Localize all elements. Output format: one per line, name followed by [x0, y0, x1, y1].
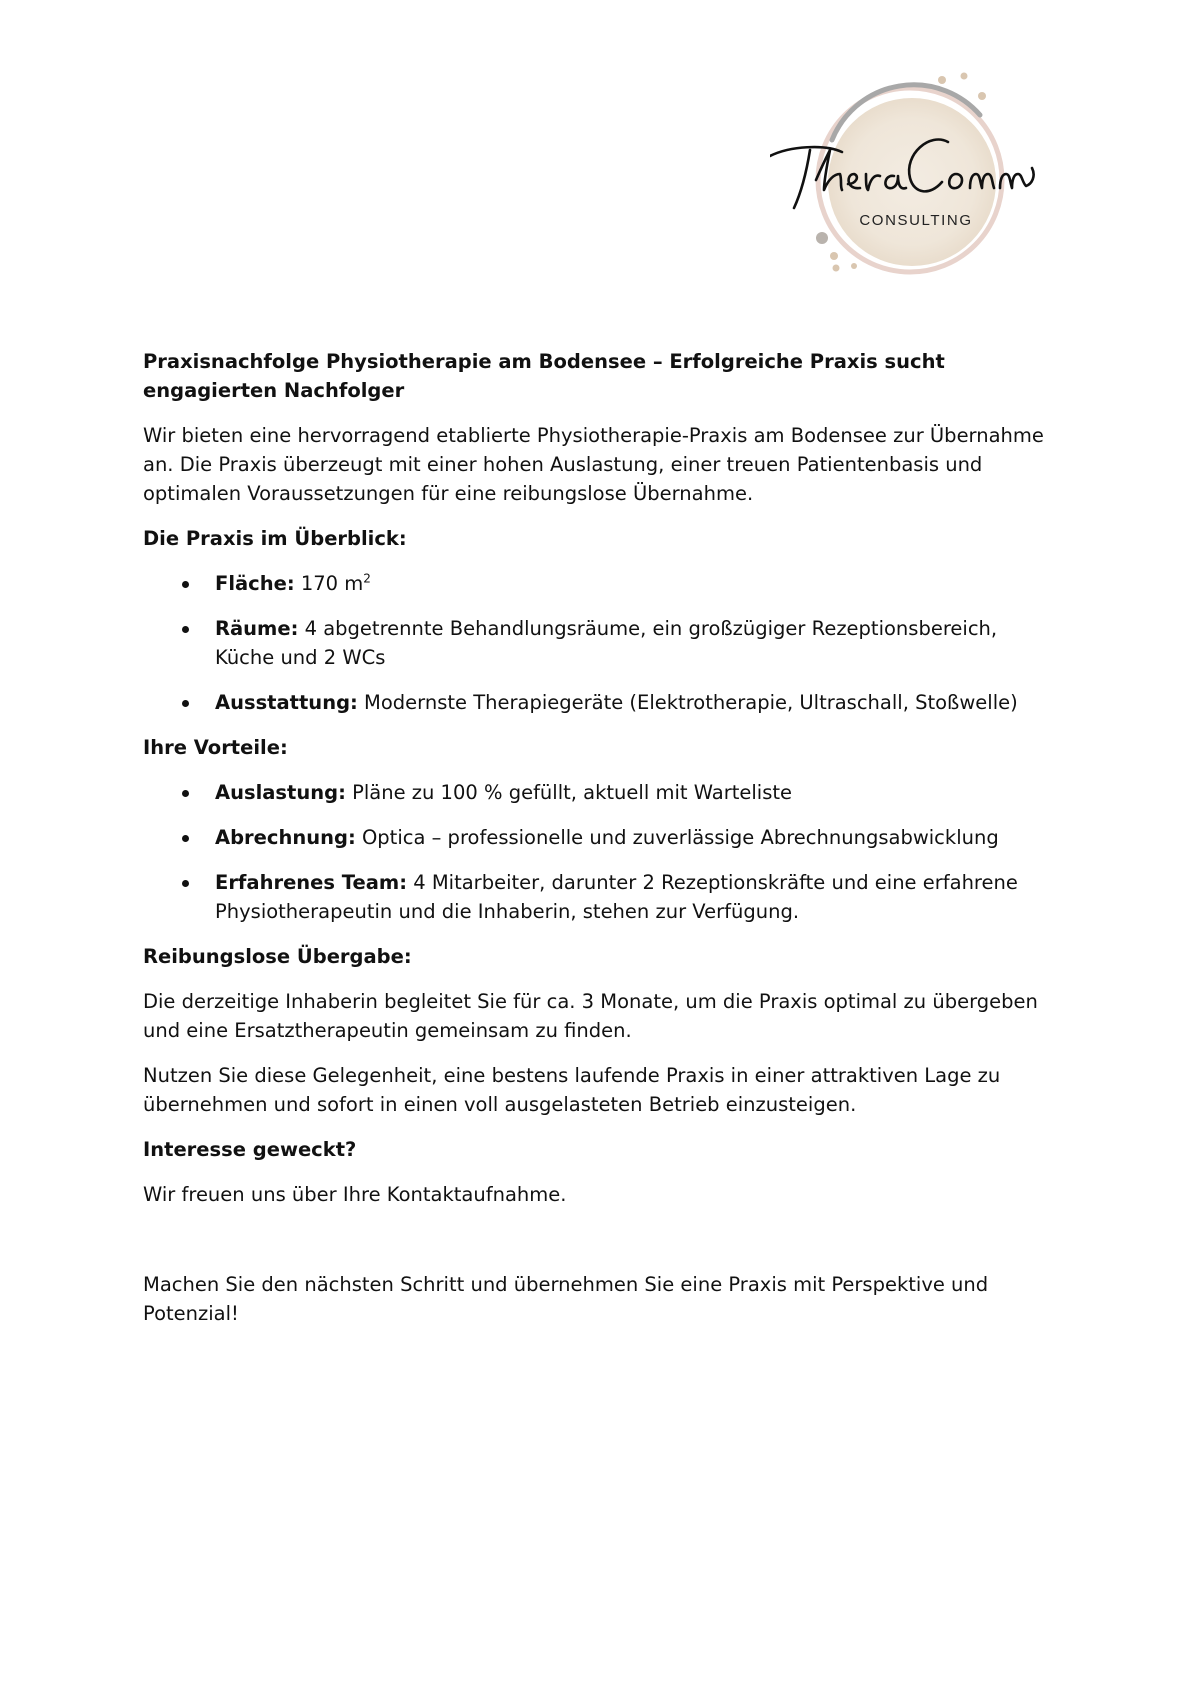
- closing-paragraph: Machen Sie den nächsten Schritt und übernehmen Sie eine Praxis mit Perspektive und Potenzial!: [143, 1273, 989, 1325]
- document-body: [143, 347, 1053, 1344]
- item-key: Auslastung:: [215, 781, 346, 804]
- item-text: Pläne zu 100 % gefüllt, aktuell mit Warteliste: [352, 781, 792, 804]
- handover-heading: Reibungslose Übergabe:: [143, 945, 412, 968]
- list-item: [215, 614, 1053, 672]
- intro-paragraph: Wir bieten eine hervorragend etablierte Physiotherapie-Praxis am Bodensee zur Übernahme an. Die Praxis überzeugt mit einer hohen Auslastung, einer treuen Patientenbasis und optimalen Voraussetzungen für eine reibungslose Übernahme.: [143, 424, 1044, 505]
- list-item: [215, 569, 1053, 598]
- overview-heading: Die Praxis im Überblick:: [143, 527, 407, 550]
- dot: [851, 263, 857, 269]
- document-title: Praxisnachfolge Physiotherapie am Bodensee – Erfolgreiche Praxis sucht engagierten Nachfolger: [143, 350, 945, 402]
- spacer: [143, 1225, 1053, 1270]
- dot: [833, 265, 840, 272]
- list-item: [215, 688, 1053, 717]
- interest-heading: Interesse geweckt?: [143, 1138, 357, 1161]
- item-key: Ausstattung:: [215, 691, 358, 714]
- item-text: 4 abgetrennte Behandlungsräume, ein großzügiger Rezeptionsbereich, Küche und 2 WCs: [215, 617, 998, 669]
- logo: [770, 70, 1060, 300]
- item-text: 170 m: [300, 572, 364, 595]
- overview-list: [143, 569, 1053, 717]
- item-key: Räume:: [215, 617, 299, 640]
- item-text: 4 Mitarbeiter, darunter 2 Rezeptionskräfte und eine erfahrene Physiotherapeutin und die Inhaberin, stehen zur Verfügung.: [215, 871, 1018, 923]
- item-key: Erfahrenes Team:: [215, 871, 408, 894]
- dot: [978, 92, 986, 100]
- logo-subtitle: CONSULTING: [859, 212, 973, 229]
- item-key: Abrechnung:: [215, 826, 356, 849]
- item-text: Optica – professionelle und zuverlässige Abrechnungsabwicklung: [361, 826, 999, 849]
- dot: [816, 232, 828, 244]
- advantages-list: [143, 778, 1053, 926]
- item-text: Modernste Therapiegeräte (Elektrotherapie, Ultraschall, Stoßwelle): [364, 691, 1018, 714]
- advantages-heading: Ihre Vorteile:: [143, 736, 288, 759]
- interest-paragraph: Wir freuen uns über Ihre Kontaktaufnahme.: [143, 1183, 567, 1206]
- dot: [830, 252, 838, 260]
- item-key: Fläche:: [215, 572, 295, 595]
- theracomm-logo-graphic: [770, 70, 1060, 300]
- list-item: [215, 778, 1053, 807]
- superscript: 2: [363, 571, 371, 586]
- handover-paragraph: Die derzeitige Inhaberin begleitet Sie für ca. 3 Monate, um die Praxis optimal zu übergeben und eine Ersatztherapeutin gemeinsam zu finden.: [143, 990, 1038, 1042]
- list-item: [215, 868, 1053, 926]
- dot: [961, 73, 968, 80]
- list-item: [215, 823, 1053, 852]
- opportunity-paragraph: Nutzen Sie diese Gelegenheit, eine bestens laufende Praxis in einer attraktiven Lage zu übernehmen und sofort in einen voll ausgelasteten Betrieb einzusteigen.: [143, 1064, 1001, 1116]
- dot: [938, 76, 946, 84]
